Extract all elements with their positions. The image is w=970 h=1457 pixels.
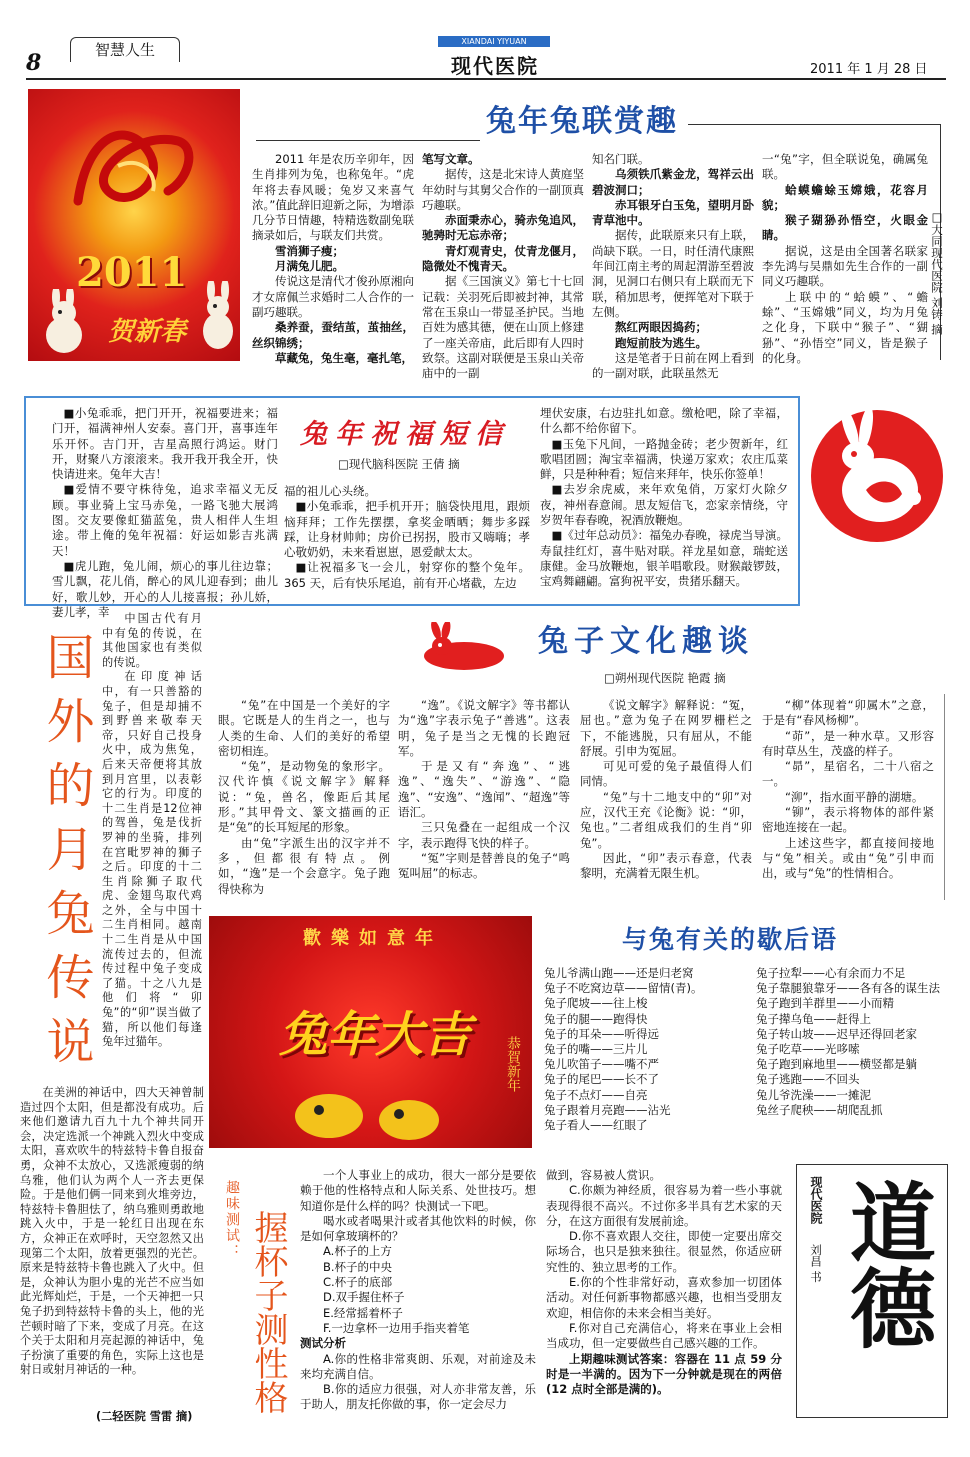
banner-text: 歡樂如意年 — [303, 928, 443, 949]
paragraph: ■玉兔下凡间，一路抛金砖；老少贺新年，红歌唱团圆；淘宝幸福满，快递万家欢；农庄瓜菜鲜，只是种种看；短信来拜年，快乐你签单！ — [540, 436, 788, 482]
paper-pinyin: XIANDAI YIYUAN — [438, 36, 550, 47]
couplets-col-4 — [762, 152, 928, 366]
article-title-quiz: 握杯子测性格 — [248, 1210, 288, 1414]
paragraph: 喝水或者喝果汁或者其他饮料的时候，你是如何拿玻璃杯的？ — [300, 1213, 536, 1244]
paragraph: “逸”。《说文解字》等书都认为“逸”字表示兔子“善逃”。这表明，兔子是当之无愧的长跑冠军。 — [398, 698, 570, 758]
list-item: 兔子跟着月亮跑——沾光 — [544, 1102, 671, 1117]
list-item: 兔儿爷满山跑——还是归老窝 — [544, 966, 694, 980]
list-item: 兔儿爷洗澡——一摊泥 — [756, 1087, 871, 1102]
paragraph: “茆”，是一种水草。又形容有时草丛生，茂盛的样子。 — [762, 728, 934, 758]
paragraph: A.你的性格非常爽朗、乐观，对前途及未来均充满自信。 — [300, 1351, 536, 1381]
paragraph: 熬红两眼因捣药； — [615, 320, 707, 335]
new-year-celebration-image — [209, 916, 532, 1148]
quiz-col-1 — [300, 1168, 536, 1413]
paragraph: 草藏兔，兔生毫，毫扎笔， — [275, 350, 413, 365]
paragraph: 三只兔叠在一起组成一个汉字，表示跑得飞快的样子。 — [398, 820, 570, 850]
rabbit-culture-col-3 — [580, 698, 752, 882]
paragraph: 雪消狮子瘦； — [275, 243, 344, 258]
title-rule — [256, 140, 480, 141]
paper-name: 现代医院 — [451, 54, 539, 78]
paragraph: 跑短前肢为逃生。 — [615, 335, 707, 350]
paragraph: E.你的个性非常好动，喜欢参加一切团体活动。对任何新事物都感兴趣，也相当受朋友欢迎，相信你的未来会相当美好。 — [546, 1275, 782, 1320]
rabbit-culture-col-1 — [218, 698, 390, 897]
paragraph: 笔写文章。 — [422, 152, 480, 166]
sms-col-1 — [52, 406, 278, 620]
greeting-label: 贺新春 — [108, 317, 187, 347]
list-item: 兔子不点灯——自亮 — [544, 1087, 648, 1102]
paragraph: “兔”在中国是一个美好的字眼。它既是人的生肖之一，也与人类的生命、人们的美好的希望密切相连。 — [218, 698, 390, 758]
paragraph: 传说这是清代才俊孙原湘向才女席佩兰求婚时二人合作的一副巧趣联。 — [252, 274, 414, 319]
paragraph: 由“兔”字派生出的汉字并不多，但都很有特点。例如，“逸”是一个会意字。兔子跑得快称为 — [218, 835, 390, 896]
paragraph: 一个人事业上的成功，很大一部分是要依赖于他的性格特点和人际关系、处世技巧。想知道你是什么样的吗？快测试一下吧。 — [300, 1168, 536, 1213]
paragraph: 一“兔”字，但全联说兔，确属兔联。 — [762, 152, 928, 182]
list-item: 兔子拉犁——心有余而力不足 — [756, 966, 906, 980]
calligraphy-caption: 现代医院 — [809, 1176, 823, 1224]
paragraph: 测试分析 — [300, 1336, 346, 1351]
header-rule — [26, 78, 946, 80]
xiehouyu-right — [756, 966, 966, 1118]
couplets-col-3 — [592, 152, 754, 381]
list-item: 兔儿吹笛子——嘴不严 — [544, 1057, 659, 1072]
issue-date: 2011 年 1 月 28 日 — [810, 62, 928, 77]
paragraph: ■让祝福多飞一会儿，射穿你的整个兔年。365 天，后有快乐尾追，前有开心堵截，左边 — [284, 560, 530, 590]
rabbit-culture-col-2 — [398, 698, 570, 882]
paragraph: 月满兔儿肥。 — [275, 259, 344, 274]
paragraph: 桑养蚕，蚕结茧，茧抽丝，丝织锦绣； — [252, 320, 414, 350]
rabbit-logo-icon — [418, 622, 510, 678]
center-calligraphy: 兔年大吉 — [279, 1007, 472, 1063]
paragraph: 在美洲的神话中，四大天神曾制造过四个太阳，但是都没有成功。后来他们邀请九百九十九个神共同开会，决定选派一个神跳入烈火中变成太阳，喜欢吹牛的特兹特卡鲁自报奋勇，众神不太放心，又选派瘦弱的纳乌雅，他们认为两个人一齐去更保险。于是他们俩一同来到火堆旁边，特兹特卡鲁胆怯了，纳乌雅则勇敢地跳入火中，于是一轮红日出现在东方，众神正在欢呼时，天空忽然又出现第二个太阳，放着更强烈的光芒。原来是特兹特卡鲁也跳入了火中。但是，众神认为胆小鬼的光芒不应当如此光辉灿烂，于是，一个天神把一只兔子扔到特兹特卡鲁的头上，他的光芒顿时暗了下来，变成了月亮。在这个关于太阳和月亮起源的神话中，兔子扮演了重要的角色，实际上这也是射日或射月神话的一种。 — [20, 1086, 204, 1377]
culture-side-rule — [944, 694, 945, 900]
paragraph: 埋伏安康，右边驻扎如意。缴枪吧，除了幸福，什么都不给你留下。 — [540, 406, 788, 436]
list-item: 兔子吃草——光哆嗦 — [756, 1042, 860, 1057]
paragraph: “泖”，指水面平静的湖塘。 — [785, 789, 924, 804]
paragraph: 据传，这是北宋诗人黄庭坚年幼时与其舅父合作的一副顶真巧趣联。 — [422, 167, 584, 212]
paragraph: 上述这些字，都直接间接地与“兔”相关。或由“兔”引申而出，或与“兔”的性情相合。 — [762, 835, 934, 881]
paragraph: D.你不喜欢跟人交往，即使一定要出席交际场合，也只是独来独往。很显然，你适应研究性的、独立思考的工作。 — [546, 1229, 782, 1274]
couplets-col-1 — [252, 152, 414, 366]
paragraph: A.杯子的上方 — [323, 1244, 392, 1259]
paragraph: D.双手握住杯子 — [323, 1290, 405, 1305]
article-title-couplets: 兔年兔联赏趣 — [486, 104, 678, 139]
moon-rabbit-wide-col — [20, 1086, 204, 1378]
paragraph: 蛤蟆蟾蜍玉嫦娥，花容月貌； — [762, 182, 928, 212]
paragraph: ■虎儿跑，兔儿闹，烦心的事儿往边靠；雪儿飘，花儿俏，醉心的风儿迎春到；曲儿好，歌儿妙，开心的人儿接喜报；孙儿娇，妻儿孝，幸 — [52, 558, 278, 619]
list-item: 兔子跑到麻地里——横竖都是躺 — [756, 1057, 917, 1072]
section-label: 智慧人生 — [94, 41, 155, 59]
rabbit-left-icon — [36, 289, 92, 359]
paragraph: 据传，此联原来只有上联，尚缺下联。一日，时任清代康熙年间江南主考的周起渭游至碧波洞，见洞口右侧只有上联而无下联，稍加思考，便挥笔对下联于左侧。 — [592, 228, 754, 319]
paragraph: 2011 年是农历辛卯年，因生肖排列为兔，也称兔年。“虎年将去春风暖；兔岁又来喜气浓。”值此辞旧迎新之际，为增添几分节日情趣，特精选数副兔联摘录如后，与联友们共赏。 — [252, 152, 414, 243]
paragraph: ■小兔乖乖，把手机开开；脑袋快甩甩，跟烦恼拜拜；工作先摆摆，拿奖金晒晒；舞步多踩踩，让身材帅帅；房价已拐拐，股市又嗨嗨；孝心敬奶奶，未来看崽崽，恩爱献太太。 — [284, 499, 530, 560]
year-label: 2011 — [76, 249, 188, 296]
paragraph: 于是又有“奔逸”、“逃逸”、“逸失”、“游逸”、“隐逸”、“安逸”、“逸闻”、“超逸”等语汇。 — [398, 759, 570, 820]
paragraph: E.经常摇着杯子 — [323, 1305, 403, 1320]
paragraph: 乌须铁爪紫金龙，驾祥云出碧波洞口； — [592, 167, 754, 197]
papercut-rabbit-image — [806, 398, 948, 548]
paragraph: 上联中的“蛤蟆”、“蟾蜍”、“玉嫦娥”同义，均为月兔之化身，下联中“猴子”、“猢狲”、“孙悟空”同义，皆是猴子的化身。 — [762, 289, 928, 365]
paragraph: “铆”，表示将物体的部件紧密地连接在一起。 — [762, 805, 934, 835]
paragraph: ■《过年总动员》：福兔办春晚，禄虎当导演。寿鼠挂红灯，喜牛贴对联。祥龙星如意，瑞蛇送康健。金马放鞭炮，银羊唱歌段。财猴敲锣鼓，宝鸡舞翩翩。富狗祝平安，贵猪乐翻天。 — [540, 528, 788, 589]
paragraph: 猴子猢狲孙悟空，火眼金睛。 — [762, 213, 928, 243]
article-title-xiehouyu: 与兔有关的歇后语 — [622, 925, 839, 954]
paragraph: 知名门联。 — [592, 152, 650, 166]
paragraph: 在印度神话中，有一只善豁的兔子，但是却捕不到野兽来敬奉天帝，只好自己投身火中，成为焦兔，后来天帝便将其放到月宫里，以表彰它的行为。印度的十二生肖是12位神的驾兽，兔是伐折罗神的坐骑，排列在宫毗罗神的狮子之后。印度的十二生肖除狮子取代虎、金翅鸟取代鸡之外，全与中国十二生肖相同。越南十二生肖是从中国流传过去的，但流传过程中兔子变成了猫。十之八九是他们将“卯兔”的“卯”误当做了猫，所以他们每逢兔年过猫年。 — [102, 670, 202, 1049]
paragraph: 因此，“卯”表示春意，代表黎明，充满着无限生机。 — [580, 850, 752, 881]
paragraph: 福的祖儿心头绕。 — [284, 484, 376, 498]
sms-byline: □现代脑科医院 王倩 摘 — [338, 457, 460, 471]
paragraph: 《说文解字》解释说：“冤，屈也。”意为兔子在网罗栅栏之下，不能逃脱，只有屈从，不能舒展。引申为冤屈。 — [580, 698, 752, 758]
list-item: 兔子靠腿狼靠牙——各有各的谋生法 — [756, 981, 940, 996]
paragraph: 据《三国演义》第七十七回记载：关羽死后即被封神，其常常在玉泉山一带显圣护民。当地百姓为感其德，便在山顶上修建了一座关帝庙，此后即有人四时致祭。这副对联便是玉泉山关帝庙中的一副 — [422, 274, 584, 381]
rabbit-culture-col-4 — [762, 698, 934, 882]
couplets-col-2 — [422, 152, 584, 381]
quiz-col-2 — [546, 1168, 782, 1397]
article-title-sms: 兔年祝福短信 — [300, 419, 510, 450]
page-number: 8 — [26, 50, 42, 76]
rabbit-culture-byline: □朔州现代医院 艳霞 摘 — [604, 671, 726, 685]
paragraph: F.你对自己充满信心，将来在事业上会相当成功，但一定要做些自己感兴趣的工作。 — [546, 1320, 782, 1351]
calligraphy-author: 刘昌 书 — [809, 1244, 823, 1283]
paragraph: “兔”，是动物兔的象形字。汉代许慎《说文解字》解释说：“兔，兽名，像距后其尾形。”其甲骨文、篆文描画的正是“兔”的长耳短尾的形象。 — [218, 759, 390, 835]
sms-col-2 — [284, 484, 530, 591]
couplets-byline: □大同现代医院 刘铸 摘 — [930, 210, 944, 335]
paragraph: C.你颇为神经质，很容易为着一些小事就表现得很不高兴。不过你多半具有艺术家的天分，在这方面很有发展前途。 — [546, 1183, 782, 1228]
paragraph: “柳”体现着“卯属木”之意，于是有“春风杨柳”。 — [762, 698, 934, 728]
list-item: 兔子看人——红眼了 — [544, 1118, 648, 1133]
title-rule-right — [688, 124, 940, 125]
calligraphy-artwork: 道德 — [835, 1178, 936, 1350]
paragraph: 上期趣味测试答案：容器在 11 点 59 分时是一半满的。因为下一分钟就是现在的两倍(12 点时全部是满的)。 — [546, 1351, 782, 1397]
paragraph: F.一边拿杯一边用手指夹着笔 — [323, 1320, 470, 1335]
section-tab — [70, 37, 180, 62]
lion-dance-icon — [269, 1066, 469, 1148]
paragraph: 青灯观青史，仗青龙偃月，隐微处不愧青天。 — [422, 243, 584, 274]
list-item: 兔子跑到羊群里——小而精 — [756, 996, 894, 1011]
list-item: 兔子爬坡——往上梭 — [544, 996, 648, 1011]
list-item: 兔子不吃窝边草——留情(青)。 — [544, 981, 703, 996]
paragraph: ■去岁余虎威，来年欢兔俏，万家灯火除夕夜，神州春意闹。思友短信飞，恋家亲情绕，守岁贺年春春晚，祝酒放鞭炮。 — [540, 482, 788, 528]
list-item: 兔子的尾巴——长不了 — [544, 1072, 659, 1087]
paragraph: 做到，容易被人赏识。 — [546, 1168, 661, 1182]
paragraph: B.你的适应力很强，对人亦非常友善，乐于助人，朋友托你做的事，你一定会尽力 — [300, 1382, 536, 1412]
paragraph: ■小兔乖乖，把门开开，祝福要进来；福门开，福满神州人安泰。喜门开，喜事连年乐开怀。吉门开，吉星高照行鸿运。财门开，财聚八方滚滚来。我开我开我全开，快快请进来。兔年大吉！ — [52, 406, 278, 482]
paragraph: C.杯子的底部 — [323, 1275, 393, 1290]
paragraph: “冤”字则是替善良的兔子“鸣冤叫屈”的标志。 — [398, 850, 570, 881]
quiz-label: 趣味测试： — [224, 1180, 240, 1260]
paragraph: 中国古代有月中有兔的传说，在其他国家也有类似的传说。 — [102, 612, 202, 669]
article-title-moon-rabbit: 国外的月兔传说 — [38, 632, 94, 1080]
moon-rabbit-narrow-col — [102, 612, 202, 1050]
paragraph: “昴”，星宿名，二十八宿之一。 — [762, 759, 934, 789]
paragraph: 赤耳银牙白玉兔，望明月卧青草池中。 — [592, 197, 754, 228]
list-item: 兔子的腿——跑得快 — [544, 1011, 648, 1026]
fu-calligraphy-icon — [58, 111, 208, 231]
list-item: 兔子逃跑——不回头 — [756, 1072, 860, 1087]
side-greeting: 恭賀新年 — [505, 1036, 521, 1092]
paragraph: “兔”与十二地支中的“卯”对应，汉代王充《论衡》说：“卯，兔也。”二者组成我们的生肖“卯兔”。 — [580, 789, 752, 850]
list-item: 兔子转山坡——迟早还得回老家 — [756, 1026, 917, 1041]
article-title-rabbit-culture: 兔子文化趣谈 — [538, 624, 754, 659]
paragraph: 可见可爱的兔子最值得人们同情。 — [580, 759, 752, 789]
list-item: 兔丝子爬秧——胡爬乱抓 — [756, 1102, 883, 1117]
paragraph: 赤面秉赤心，骑赤兔追风，驰骋时无忘赤帝； — [422, 213, 584, 243]
rabbit-right-icon — [196, 281, 240, 355]
paragraph: ■爱情不要守株待兔，追求幸福义无反顾。事业骑上宝马赤兔，一路飞驰大展鸿图。交友要像虹猫蓝兔，贵人相伴人生坦途。带上俺的兔年祝福：好运如影吉兆满天！ — [52, 482, 278, 558]
paragraph: 据说，这是由全国著名联家李先鸿与吴鼎如先生合作的一副同义巧趣联。 — [762, 243, 928, 289]
moon-rabbit-byline: (二轻医院 雪雷 摘) — [96, 1410, 193, 1423]
sms-col-3 — [540, 406, 788, 590]
list-item: 兔子撵乌龟——赶得上 — [756, 1011, 871, 1026]
new-year-image — [28, 89, 240, 361]
list-item: 兔子的耳朵——听得远 — [544, 1026, 659, 1041]
paragraph: B.杯子的中央 — [323, 1259, 393, 1274]
list-item: 兔子的嘴——三片儿 — [544, 1042, 648, 1057]
xiehouyu-left — [544, 966, 754, 1133]
paragraph: 这是笔者于日前在网上看到的一副对联，此联虽然无 — [592, 350, 754, 381]
